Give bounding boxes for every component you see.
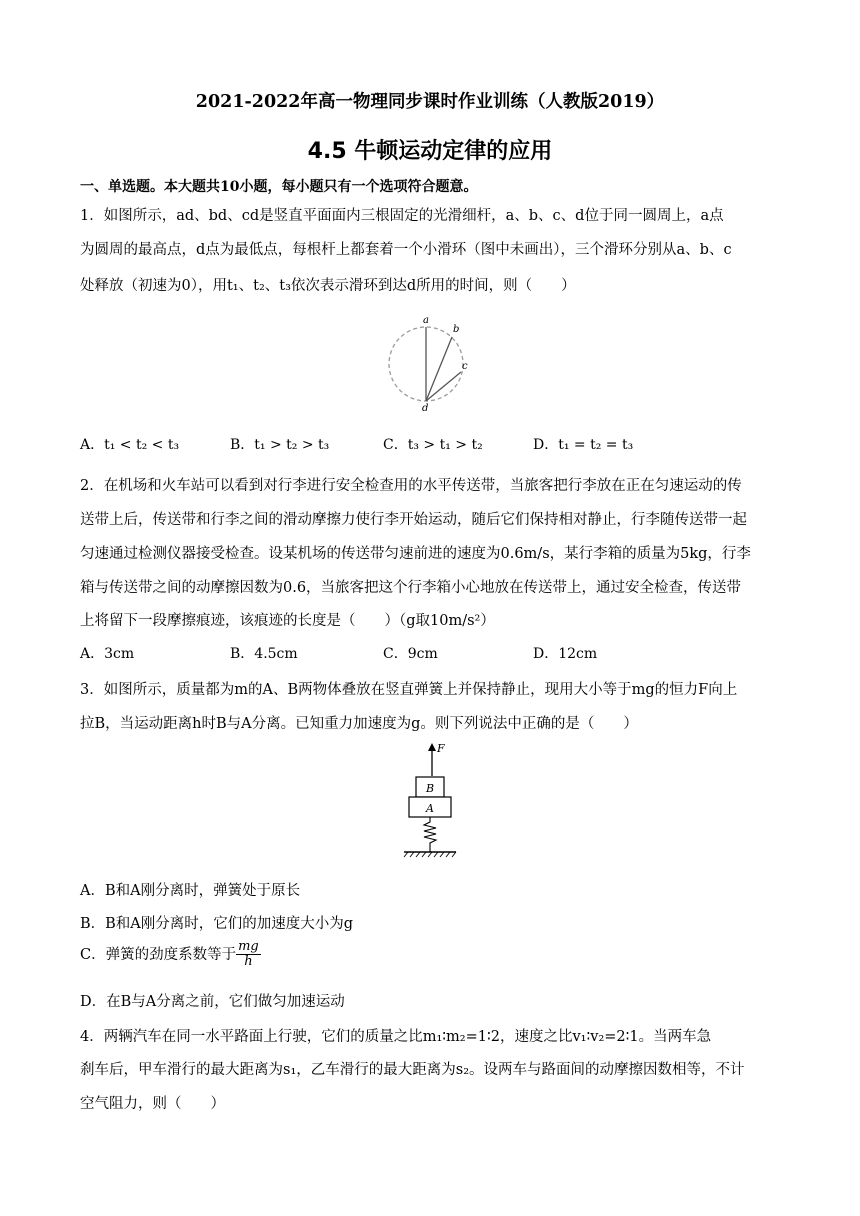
spring	[424, 817, 436, 852]
q2-option-c: C．9cm	[383, 646, 438, 662]
q1-line-2: 为圆周的最高点，d点为最低点，每根杆上都套着一个小滑环（图中未画出），三个滑环分别从a、b、c	[80, 242, 732, 258]
q2-line-2: 送带上后，传送带和行李之间的滑动摩擦力使行李开始运动，随后它们保持相对静止，行李随传送带一起	[80, 512, 747, 528]
q2-option-a: A．3cm	[80, 646, 135, 662]
q2-line-1: 2．在机场和火车站可以看到对行李进行安全检查用的水平传送带，当旅客把行李放在正在匀速运动的传	[80, 478, 742, 494]
q3-option-b: B．B和A刚分离时，它们的加速度大小为g	[80, 916, 354, 932]
fraction-denominator: h	[244, 954, 253, 970]
q1-option-c: C．t₃ > t₁ > t₂	[383, 437, 483, 453]
q1-option-a: A．t₁ < t₂ < t₃	[80, 437, 180, 453]
label-a: a	[423, 315, 429, 326]
q4-line-1: 4．两辆汽车在同一水平路面上行驶，它们的质量之比m₁∶m₂=1∶2，速度之比v₁∶v₂=2∶1。当两车急	[80, 1029, 712, 1045]
rod-bd	[426, 337, 452, 401]
q1-line-3: 处释放（初速为0），用t₁、t₂、t₃依次表示滑环到达d所用的时间，则（ ）	[80, 278, 576, 294]
q2-line-3: 匀速通过检测仪器接受检查。设某机场的传送带匀速前进的速度为0.6m/s，某行李箱的质量为5kg，行李	[80, 546, 751, 562]
label-c: c	[462, 361, 468, 372]
q3-line-1: 3．如图所示，质量都为m的A、B两物体叠放在竖直弹簧上并保持静止，现用大小等于mg的恒力F向上	[80, 682, 738, 698]
q1-line-1: 1．如图所示，ad、bd、cd是竖直平面面内三根固定的光滑细杆，a、b、c、d位于同一圆周上，a点	[80, 208, 724, 224]
lesson-title: 4.5 牛顿运动定律的应用	[307, 139, 553, 164]
force-arrow-head	[428, 743, 436, 751]
q1-circle-figure	[380, 310, 480, 414]
fraction-numerator: mg	[238, 939, 259, 954]
q1-option-d: D．t₁ = t₂ = t₃	[533, 437, 634, 453]
label-B: B	[426, 782, 435, 795]
label-A: A	[426, 802, 434, 815]
q2-option-b: B．4.5cm	[230, 646, 298, 662]
q1-option-b: B．t₁ > t₂ > t₃	[230, 437, 330, 453]
q3-option-c	[80, 940, 261, 970]
section-heading: 一、单选题。本大题共10小题，每小题只有一个选项符合题意。	[80, 179, 478, 195]
q3-option-d: D．在B与A分离之前，它们做匀加速运动	[80, 994, 345, 1010]
ground-hatch	[404, 852, 456, 857]
q2-line-4: 箱与传送带之间的动摩擦因数为0.6，当旅客把这个行李箱小心地放在传送带上，通过安全检查，传送带	[80, 580, 742, 596]
q3-option-c-text: C．弹簧的劲度系数等于	[80, 946, 237, 963]
q3-spring-figure	[398, 740, 468, 862]
q4-line-3: 空气阻力，则（ ）	[80, 1096, 225, 1112]
label-b: b	[453, 324, 460, 335]
label-d: d	[422, 403, 429, 414]
q2-line-5: 上将留下一段摩擦痕迹，该痕迹的长度是（ ）（g取10m/s²）	[80, 613, 495, 629]
q4-line-2: 刹车后，甲车滑行的最大距离为s₁，乙车滑行的最大距离为s₂。设两车与路面间的动摩擦因数相等，不计	[80, 1062, 745, 1078]
q3-option-c-fraction	[236, 940, 261, 970]
label-F: F	[437, 742, 445, 755]
q3-option-a: A．B和A刚分离时，弹簧处于原长	[80, 883, 301, 899]
q3-line-2: 拉B，当运动距离h时B与A分离。已知重力加速度为g。则下列说法中正确的是（ ）	[80, 716, 638, 732]
series-title: 2021-2022年高一物理同步课时作业训练（人教版2019）	[195, 92, 665, 112]
q2-option-d: D．12cm	[533, 646, 598, 662]
